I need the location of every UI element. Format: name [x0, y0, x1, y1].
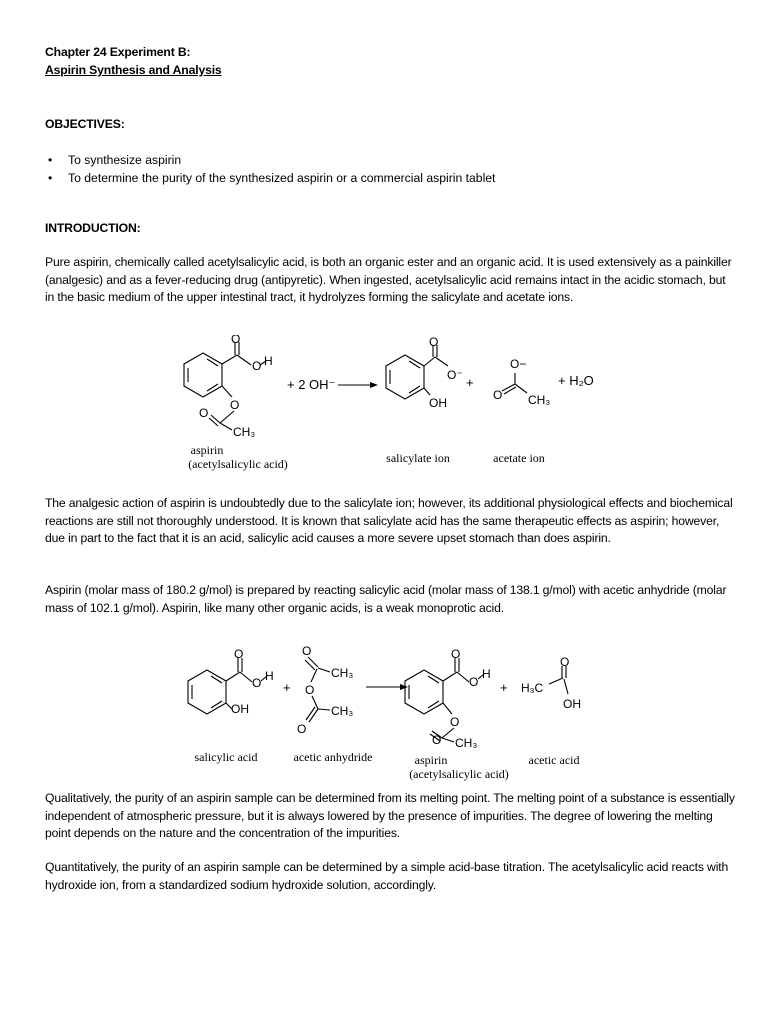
salicylate-caption: salicylate ion [386, 451, 450, 465]
plus-sign: + [466, 375, 474, 390]
aspirin-product-structure [405, 647, 509, 781]
aspirin-caption: aspirin [414, 753, 448, 767]
atom-label: CH₃ [331, 666, 354, 680]
atom-label: OH [231, 702, 249, 716]
synthesis-reaction-diagram [0, 632, 768, 782]
acetic-anhydride-structure [294, 644, 373, 764]
atom-label: O⁻ [447, 368, 463, 382]
atom-label: H₃C [521, 681, 544, 695]
atom-label: O [450, 715, 460, 729]
atom-label: H [265, 669, 274, 683]
atom-label: O [469, 675, 479, 689]
atom-label: O [493, 388, 503, 402]
atom-label: CH₃ [528, 393, 551, 407]
atom-label: O [252, 359, 262, 373]
aspirin-caption: aspirin [190, 443, 224, 457]
salicylate-structure [386, 335, 463, 465]
acetic-anhydride-caption: acetic anhydride [293, 750, 373, 764]
intro-paragraph-4: Qualitatively, the purity of an aspirin sample can be determined from its melting point. The melting point of a substance is essentially independent of atmospheric pressure, but it is always lowered by the presence of impurities. The degree of lowering the melting point depends on the nature and the concentration of the impurities. [45, 791, 735, 840]
atom-label: H [482, 667, 491, 681]
intro-paragraph-3: Aspirin (molar mass of 180.2 g/mol) is prepared by reacting salicylic acid (molar mass of 138.1 g/mol) with acetic anhydride (molar mass of 102.1 g/mol). Aspirin, like many other organic acids, is a weak monoprotic acid. [45, 583, 727, 615]
salicylic-acid-caption: salicylic acid [194, 750, 258, 764]
water-product: + H₂O [558, 373, 594, 388]
acetic-acid-caption: acetic acid [528, 753, 580, 767]
introduction-heading: INTRODUCTION: [45, 221, 141, 235]
document-title: Aspirin Synthesis and Analysis [45, 63, 222, 77]
objective-item: • To determine the purity of the synthesized aspirin or a commercial aspirin tablet [45, 170, 495, 188]
atom-label: OH [563, 697, 581, 711]
atom-label: O [451, 647, 461, 661]
objectives-heading: OBJECTIVES: [45, 117, 125, 131]
atom-label: OH [429, 396, 447, 410]
hydroxide-reagent: + 2 OH⁻ [287, 377, 336, 392]
atom-label: O [302, 644, 312, 658]
chapter-heading: Chapter 24 Experiment B: [45, 45, 191, 59]
salicylic-acid-structure [188, 647, 274, 764]
acetic-acid-structure [521, 655, 581, 767]
atom-label: CH₃ [455, 736, 478, 750]
atom-label: O [432, 733, 442, 747]
objectives-list [45, 152, 495, 187]
plus-sign: + [500, 680, 508, 695]
intro-paragraph-5: Quantitatively, the purity of an aspirin sample can be determined by a simple acid-base titration. The acetylsalicylic acid reacts with hydroxide ion, from a standardized sodium hydroxide solution, accordingly. [45, 860, 729, 892]
aspirin-structure [184, 335, 288, 471]
objective-item: • To synthesize aspirin [45, 152, 495, 170]
atom-label: H [264, 354, 273, 368]
atom-label: O [560, 655, 570, 669]
atom-label: O [429, 335, 439, 349]
atom-label: O [234, 647, 244, 661]
atom-label: O [231, 335, 241, 346]
acetate-structure [493, 357, 550, 465]
atom-label: O [305, 683, 315, 697]
hydrolysis-reaction-diagram [0, 335, 768, 475]
atom-label: O [297, 722, 307, 736]
plus-sign: + [283, 680, 291, 695]
intro-paragraph-1: Pure aspirin, chemically called acetylsalicylic acid, is both an organic ester and an organic acid. It is used extensively as a painkiller (analgesic) and as a fever-reducing drug (antipyretic). When ingested, acetylsalicylic acid remains intact in the acidic stomach, but in the basic medium of the upper intestinal tract, it hydrolyzes forming the salicylate and acetate ions. [45, 255, 732, 304]
atom-label: O− [510, 357, 527, 371]
atom-label: CH₃ [331, 704, 354, 718]
atom-label: O [199, 406, 209, 420]
intro-paragraph-2: The analgesic action of aspirin is undoubtedly due to the salicylate ion; however, its additional physiological effects and biochemical reactions are still not thoroughly understood. It is known that salicylate acid has the same therapeutic effects as aspirin; however, due in part to the fact that it is an acid, salicylic acid causes a more severe upset stomach than does aspirin. [45, 496, 733, 545]
acetate-caption: acetate ion [493, 451, 545, 465]
atom-label: O [230, 398, 240, 412]
aspirin-subcaption: (acetylsalicylic acid) [188, 457, 288, 471]
atom-label: O [252, 676, 262, 690]
atom-label: CH₃ [233, 425, 256, 439]
aspirin-subcaption: (acetylsalicylic acid) [409, 767, 509, 781]
